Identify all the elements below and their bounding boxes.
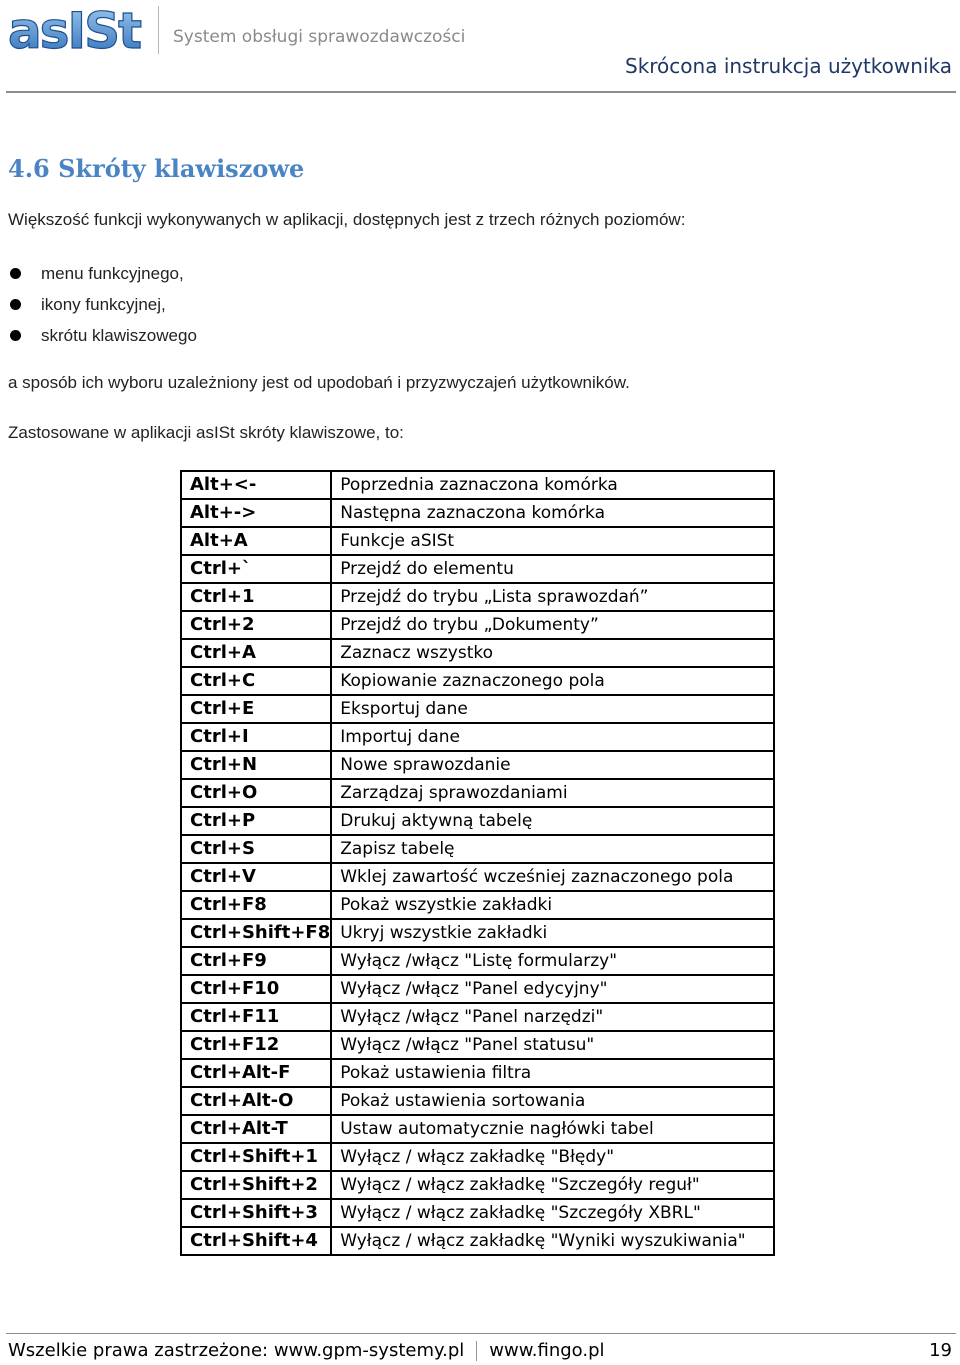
shortcut-key: Ctrl+N: [181, 751, 331, 779]
shortcut-key: Ctrl+Shift+3: [181, 1199, 331, 1227]
table-row: [181, 1115, 774, 1143]
shortcut-key: Ctrl+Alt-O: [181, 1087, 331, 1115]
table-row: [181, 1143, 774, 1171]
table-row: [181, 807, 774, 835]
shortcut-description: Wyłącz / włącz zakładkę "Szczegóły XBRL": [331, 1199, 774, 1227]
shortcut-description: Drukuj aktywną tabelę: [331, 807, 774, 835]
shortcut-description: Poprzednia zaznaczona komórka: [331, 471, 774, 499]
shortcut-key: Ctrl+Shift+2: [181, 1171, 331, 1199]
shortcut-key: Ctrl+A: [181, 639, 331, 667]
shortcut-description: Zapisz tabelę: [331, 835, 774, 863]
shortcut-description: Pokaż ustawienia filtra: [331, 1059, 774, 1087]
footer-divider: [6, 1333, 956, 1334]
list-item: menu funkcyjnego,: [10, 258, 197, 289]
intro-paragraph: Większość funkcji wykonywanych w aplikacji, dostępnych jest z trzech różnych poziomów:: [8, 210, 686, 229]
shortcut-key: Ctrl+2: [181, 611, 331, 639]
shortcut-key: Ctrl+S: [181, 835, 331, 863]
shortcut-description: Wklej zawartość wcześniej zaznaczonego pola: [331, 863, 774, 891]
table-row: [181, 919, 774, 947]
svg-text:asISt: asISt: [8, 4, 141, 54]
shortcut-description: Importuj dane: [331, 723, 774, 751]
shortcut-description: Eksportuj dane: [331, 695, 774, 723]
page-footer: [8, 1340, 605, 1361]
shortcut-description: Pokaż wszystkie zakładki: [331, 891, 774, 919]
table-row: [181, 1199, 774, 1227]
after-bullets-paragraph: a sposób ich wyboru uzależniony jest od upodobań i przyzwyczajeń użytkowników.: [8, 373, 630, 392]
shortcut-description: Wyłącz / włącz zakładkę "Szczegóły reguł": [331, 1171, 774, 1199]
table-row: [181, 695, 774, 723]
shortcut-key: Ctrl+F12: [181, 1031, 331, 1059]
table-row: [181, 779, 774, 807]
shortcut-description: Wyłącz /włącz "Listę formularzy": [331, 947, 774, 975]
shortcut-key: Ctrl+Shift+1: [181, 1143, 331, 1171]
shortcut-description: Zaznacz wszystko: [331, 639, 774, 667]
list-item: skrótu klawiszowego: [10, 320, 197, 351]
shortcut-key: Alt+A: [181, 527, 331, 555]
shortcut-description: Wyłącz /włącz "Panel statusu": [331, 1031, 774, 1059]
table-row: [181, 527, 774, 555]
shortcut-key: Ctrl+Shift+4: [181, 1227, 331, 1255]
table-row: [181, 863, 774, 891]
shortcut-description: Ustaw automatycznie nagłówki tabel: [331, 1115, 774, 1143]
table-row: [181, 1031, 774, 1059]
shortcut-key: Ctrl+F11: [181, 1003, 331, 1031]
shortcut-key: Ctrl+Shift+F8: [181, 919, 331, 947]
shortcut-description: Ukryj wszystkie zakładki: [331, 919, 774, 947]
table-row: [181, 471, 774, 499]
bullet-icon: [10, 330, 21, 341]
shortcut-description: Przejdź do elementu: [331, 555, 774, 583]
shortcut-description: Wyłącz / włącz zakładkę "Błędy": [331, 1143, 774, 1171]
table-row: [181, 947, 774, 975]
shortcut-description: Zarządzaj sprawozdaniami: [331, 779, 774, 807]
shortcut-key: Ctrl+Alt-F: [181, 1059, 331, 1087]
shortcut-description: Wyłącz / włącz zakładkę "Wyniki wyszukiwania": [331, 1227, 774, 1255]
table-row: [181, 975, 774, 1003]
bullet-icon: [10, 299, 21, 310]
table-row: [181, 499, 774, 527]
shortcut-key: Alt+->: [181, 499, 331, 527]
shortcut-key: Alt+<-: [181, 471, 331, 499]
shortcut-description: Pokaż ustawienia sortowania: [331, 1087, 774, 1115]
table-row: [181, 1003, 774, 1031]
header-subtitle: System obsługi sprawozdawczości: [173, 27, 466, 47]
shortcut-description: Nowe sprawozdanie: [331, 751, 774, 779]
shortcut-description: Następna zaznaczona komórka: [331, 499, 774, 527]
table-row: [181, 639, 774, 667]
page-header: [0, 0, 960, 95]
shortcut-key: Ctrl+Alt-T: [181, 1115, 331, 1143]
header-separator: [158, 6, 159, 54]
table-row: [181, 555, 774, 583]
shortcut-key: Ctrl+F8: [181, 891, 331, 919]
section-heading: 4.6 Skróty klawiszowe: [8, 154, 305, 183]
table-intro-paragraph: Zastosowane w aplikacji asISt skróty klawiszowe, to:: [8, 423, 404, 442]
table-row: [181, 583, 774, 611]
bullet-icon: [10, 268, 21, 279]
shortcut-key: Ctrl+P: [181, 807, 331, 835]
shortcut-description: Kopiowanie zaznaczonego pola: [331, 667, 774, 695]
page-number: 19: [929, 1340, 952, 1361]
table-row: [181, 723, 774, 751]
bullet-list: [10, 258, 197, 351]
footer-link: www.fingo.pl: [489, 1340, 605, 1361]
table-row: [181, 1059, 774, 1087]
footer-separator: [476, 1341, 477, 1361]
table-row: [181, 1171, 774, 1199]
shortcut-key: Ctrl+1: [181, 583, 331, 611]
shortcut-key: Ctrl+O: [181, 779, 331, 807]
asist-logo: [8, 4, 143, 54]
document-title: Skrócona instrukcja użytkownika: [625, 54, 952, 78]
shortcut-key: Ctrl+E: [181, 695, 331, 723]
shortcut-key: Ctrl+F9: [181, 947, 331, 975]
shortcut-key: Ctrl+C: [181, 667, 331, 695]
shortcut-description: Wyłącz /włącz "Panel edycyjny": [331, 975, 774, 1003]
list-item: ikony funkcyjnej,: [10, 289, 197, 320]
shortcut-description: Przejdź do trybu „Dokumenty”: [331, 611, 774, 639]
header-divider: [6, 91, 956, 93]
shortcuts-table: [180, 470, 775, 1256]
shortcut-description: Przejdź do trybu „Lista sprawozdań”: [331, 583, 774, 611]
footer-copyright: Wszelkie prawa zastrzeżone: www.gpm-systemy.pl: [8, 1340, 465, 1361]
table-row: [181, 611, 774, 639]
shortcut-description: Funkcje aSISt: [331, 527, 774, 555]
table-row: [181, 1087, 774, 1115]
table-row: [181, 667, 774, 695]
table-row: [181, 891, 774, 919]
table-row: [181, 1227, 774, 1255]
shortcut-description: Wyłącz /włącz "Panel narzędzi": [331, 1003, 774, 1031]
shortcut-key: Ctrl+`: [181, 555, 331, 583]
shortcut-key: Ctrl+F10: [181, 975, 331, 1003]
shortcut-key: Ctrl+V: [181, 863, 331, 891]
shortcut-key: Ctrl+I: [181, 723, 331, 751]
table-row: [181, 835, 774, 863]
table-row: [181, 751, 774, 779]
